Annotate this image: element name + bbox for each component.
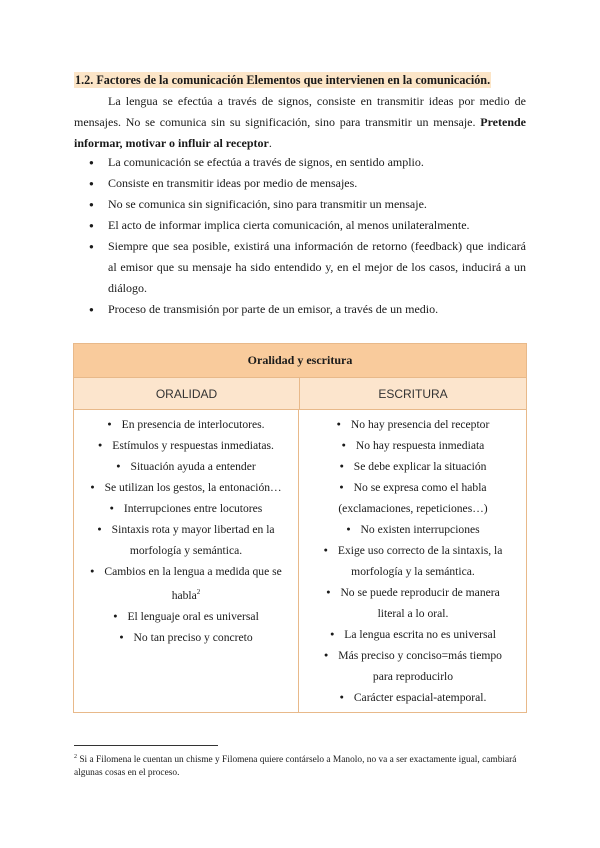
escritura-header: ESCRITURA <box>300 378 526 410</box>
oralidad-item: ● El lenguaje oral es universal <box>88 606 284 627</box>
oralidad-item-text: Cambios en la lengua a medida que se habla <box>104 565 282 602</box>
escritura-item: ● Carácter espacial-atemporal. <box>314 687 512 708</box>
escritura-column <box>300 410 526 712</box>
escritura-item: ● No se puede reproducir de manera literal a lo oral. <box>314 582 512 624</box>
table-title: Oralidad y escritura <box>74 344 526 378</box>
intro-bold-text: Pretende informar, motivar o influir al receptor <box>74 115 526 150</box>
intro-end: . <box>268 136 272 150</box>
oralidad-item <box>88 561 284 606</box>
escritura-item: ● Se debe explicar la situación <box>314 456 512 477</box>
oralidad-item: ● Se utilizan los gestos, la entonación… <box>88 477 284 498</box>
escritura-item: ● No hay presencia del receptor <box>314 414 512 435</box>
comparison-table <box>73 343 527 713</box>
intro-paragraph <box>74 91 526 154</box>
oralidad-item: ● Situación ayuda a entender <box>88 456 284 477</box>
footnote-ref[interactable]: 2 <box>196 588 201 596</box>
oralidad-item: ● En presencia de interlocutores. <box>88 414 284 435</box>
section-heading: 1.2. Factores de la comunicación Elementos que intervienen en la comunicación. <box>75 73 491 87</box>
escritura-item: ● Exige uso correcto de la sintaxis, la morfología y la semántica. <box>314 540 512 582</box>
intro-text: La lengua se efectúa a través de signos, consiste en transmitir ideas por medio de mensajes. No se comunica sin su significación, sino para transmitir un mensaje. <box>74 94 526 129</box>
escritura-item: ● No existen interrupciones <box>314 519 512 540</box>
list-item: ● Siempre que sea posible, existirá una información de retorno (feedback) que indicará al emisor que su mensaje ha sido entendido y, en el mejor de los casos, inducirá a un diálogo. <box>74 236 526 299</box>
escritura-item: ● No se expresa como el habla (exclamaciones, repeticiones…) <box>314 477 512 519</box>
list-item: ● El acto de informar implica cierta comunicación, al menos unilateralmente. <box>74 215 526 236</box>
footnote-separator <box>74 745 218 746</box>
footnote-number: 2 <box>74 754 77 760</box>
escritura-item: ● Más preciso y conciso=más tiempo para reproducirlo <box>314 645 512 687</box>
oralidad-header: ORALIDAD <box>74 378 300 410</box>
list-item: ● La comunicación se efectúa a través de signos, en sentido amplio. <box>74 152 526 173</box>
oralidad-item: ● Estímulos y respuestas inmediatas. <box>88 435 284 456</box>
list-item: ● Proceso de transmisión por parte de un emisor, a través de un medio. <box>74 299 526 320</box>
list-item: ● Consiste en transmitir ideas por medio de mensajes. <box>74 173 526 194</box>
oralidad-item: ● Interrupciones entre locutores <box>88 498 284 519</box>
oralidad-item: ● Sintaxis rota y mayor libertad en la morfología y semántica. <box>88 519 284 561</box>
oralidad-item: ● No tan preciso y concreto <box>88 627 284 648</box>
footnote-text: Si a Filomena le cuentan un chisme y Filomena quiere contárselo a Manolo, no va a ser exactamente igual, cambiará algunas cosas en el proceso. <box>74 755 517 779</box>
bullet-list <box>74 152 526 320</box>
escritura-item: ● La lengua escrita no es universal <box>314 624 512 645</box>
footnote <box>74 751 528 780</box>
oralidad-column <box>74 410 299 712</box>
list-item: ● No se comunica sin significación, sino para transmitir un mensaje. <box>74 194 526 215</box>
escritura-item: ● No hay respuesta inmediata <box>314 435 512 456</box>
